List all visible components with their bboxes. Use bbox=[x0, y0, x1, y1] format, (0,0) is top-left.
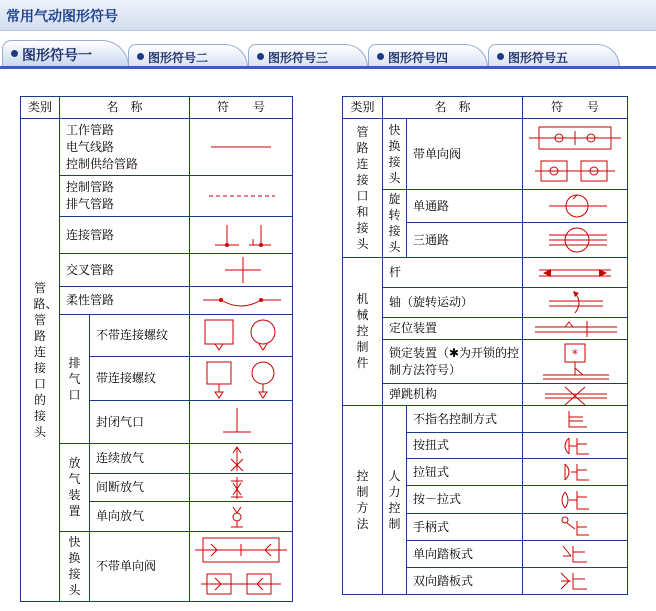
name-pedal-single: 单向踏板式 bbox=[407, 541, 523, 568]
category-control-method: 控制方法 bbox=[343, 406, 383, 595]
group-exhaust-port: 排气口 bbox=[60, 315, 90, 444]
tab-symbols-2[interactable]: 图形符号二 bbox=[128, 44, 248, 67]
push-pull-symbol bbox=[525, 487, 625, 513]
bullet-icon bbox=[257, 53, 264, 60]
name-push-pull: 按－拉式 bbox=[407, 486, 523, 514]
page-title: 常用气动图形符号 bbox=[6, 9, 118, 25]
name-lever: 手柄式 bbox=[407, 514, 523, 541]
rod-symbol bbox=[525, 260, 625, 286]
lock-device-symbol bbox=[525, 341, 625, 383]
general-manual-symbol bbox=[525, 407, 625, 431]
name-working-line: 工作管路 电气线路 控制供给管路 bbox=[60, 119, 190, 176]
symbol-push-button bbox=[523, 433, 628, 459]
rotary-one-way-symbol bbox=[525, 191, 625, 221]
tab-symbols-4[interactable]: 图形符号四 bbox=[368, 44, 488, 67]
symbol-crossing-lines bbox=[190, 254, 293, 287]
category-mechanical-control: 机械控制件 bbox=[343, 258, 383, 406]
symbol-detent bbox=[523, 318, 628, 340]
name-quick-no-check: 不带单向阀 bbox=[90, 532, 190, 602]
name-overcenter: 弹跳机构 bbox=[383, 384, 523, 406]
group-rotary-joint: 旋转接头 bbox=[383, 190, 407, 258]
bullet-icon bbox=[137, 53, 144, 60]
name-continuous-exhaust: 连续放气 bbox=[90, 444, 190, 474]
name-exhaust-thread: 带连接螺纹 bbox=[90, 357, 190, 401]
symbol-control-line bbox=[190, 176, 293, 217]
tab-symbols-1[interactable]: 图形符号一 bbox=[2, 40, 129, 67]
group-quick-coupling: 快换接头 bbox=[60, 532, 90, 602]
flexible-hose-symbol bbox=[191, 290, 291, 312]
symbol-exhaust-thread bbox=[190, 357, 293, 401]
header-symbol: 符 号 bbox=[523, 97, 628, 119]
symbol-intermittent-exhaust bbox=[190, 474, 293, 502]
symbol-lever bbox=[523, 514, 628, 541]
group-manual-control: 人力控制 bbox=[383, 406, 407, 595]
right-symbol-table bbox=[342, 96, 628, 595]
cross-symbol bbox=[191, 255, 291, 285]
symbol-closed-port bbox=[190, 401, 293, 444]
category-pipes: 管路、管路连接口的接头 bbox=[21, 119, 60, 602]
name-rotary-one: 单通路 bbox=[407, 190, 523, 223]
name-closed-port: 封闭气口 bbox=[90, 401, 190, 444]
bullet-icon bbox=[377, 53, 384, 60]
name-control-line: 控制管路 排气管路 bbox=[60, 176, 190, 217]
header-name: 名 称 bbox=[60, 97, 190, 119]
symbol-manual-general bbox=[523, 406, 628, 433]
rotating-shaft-symbol bbox=[525, 289, 625, 317]
symbol-lock bbox=[523, 340, 628, 384]
solid-line-symbol bbox=[191, 137, 291, 157]
symbol-flexible-line bbox=[190, 287, 293, 315]
junction-symbol bbox=[191, 219, 291, 251]
bullet-icon bbox=[497, 53, 504, 60]
left-symbol-table bbox=[20, 96, 293, 602]
bullet-icon bbox=[11, 50, 18, 57]
intermittent-exhaust-symbol bbox=[191, 475, 291, 501]
symbol-push-pull bbox=[523, 486, 628, 514]
symbol-one-way-exhaust bbox=[190, 502, 293, 532]
name-pull-button: 拉钮式 bbox=[407, 459, 523, 486]
symbol-overcenter bbox=[523, 384, 628, 406]
symbol-shaft bbox=[523, 288, 628, 318]
name-crossing-lines: 交叉管路 bbox=[60, 254, 190, 287]
continuous-exhaust-symbol bbox=[191, 445, 291, 473]
symbol-pedal-single bbox=[523, 541, 628, 568]
one-way-exhaust-symbol bbox=[191, 503, 291, 531]
symbol-rod bbox=[523, 258, 628, 288]
threaded-exhaust-symbol bbox=[191, 358, 291, 400]
tab-underline bbox=[0, 66, 656, 69]
name-manual-general: 不指名控制方式 bbox=[407, 406, 523, 433]
header-category: 类别 bbox=[343, 97, 383, 119]
rotary-three-way-symbol bbox=[525, 224, 625, 256]
double-pedal-symbol bbox=[525, 569, 625, 593]
lever-symbol bbox=[525, 515, 625, 539]
name-connected-lines: 连接管路 bbox=[60, 217, 190, 254]
dashed-line-symbol bbox=[191, 186, 291, 206]
category-pipe-connections: 管路连接口和接头 bbox=[343, 119, 383, 258]
quick-coupling-check-symbol bbox=[525, 121, 625, 187]
name-lock: 锁定装置（✱为开锁的控制方法符号） bbox=[383, 340, 523, 384]
name-rotary-three: 三通路 bbox=[407, 223, 523, 258]
symbol-continuous-exhaust bbox=[190, 444, 293, 474]
symbol-exhaust-no-thread bbox=[190, 315, 293, 357]
name-rod: 杆 bbox=[383, 258, 523, 288]
push-button-symbol bbox=[525, 434, 625, 458]
symbol-quick-no-check bbox=[190, 532, 293, 602]
name-flexible-line: 柔性管路 bbox=[60, 287, 190, 315]
group-quick-coupling: 快换接头 bbox=[383, 119, 407, 190]
header-category: 类别 bbox=[21, 97, 60, 119]
header-name: 名 称 bbox=[383, 97, 523, 119]
symbol-pedal-double bbox=[523, 568, 628, 595]
name-shaft: 轴（旋转运动） bbox=[383, 288, 523, 318]
title-bar bbox=[0, 0, 656, 31]
symbol-working-line bbox=[190, 119, 293, 176]
pull-button-symbol bbox=[525, 460, 625, 484]
name-push-button: 按扭式 bbox=[407, 433, 523, 459]
quick-coupling-symbol bbox=[191, 534, 291, 600]
symbol-rotary-one bbox=[523, 190, 628, 223]
name-intermittent-exhaust: 间断放气 bbox=[90, 474, 190, 502]
tab-symbols-3[interactable]: 图形符号三 bbox=[248, 44, 368, 67]
symbol-connected-lines bbox=[190, 217, 293, 254]
group-silencer: 放气装置 bbox=[60, 444, 90, 532]
name-exhaust-no-thread: 不带连接螺纹 bbox=[90, 315, 190, 357]
over-center-symbol bbox=[525, 385, 625, 405]
symbol-quick-with-check bbox=[523, 119, 628, 190]
symbol-pull-button bbox=[523, 459, 628, 486]
symbol-rotary-three bbox=[523, 223, 628, 258]
detent-symbol bbox=[525, 319, 625, 339]
tab-symbols-5[interactable]: 图形符号五 bbox=[488, 44, 620, 67]
header-symbol: 符 号 bbox=[190, 97, 293, 119]
tab-strip bbox=[0, 40, 656, 70]
closed-port-symbol bbox=[191, 402, 291, 442]
svg-text:*: * bbox=[572, 346, 579, 361]
name-quick-with-check: 带单向阀 bbox=[407, 119, 523, 190]
exhaust-port-symbol bbox=[191, 316, 291, 356]
name-one-way-exhaust: 单向放气 bbox=[90, 502, 190, 532]
name-pedal-double: 双向踏板式 bbox=[407, 568, 523, 595]
name-detent: 定位装置 bbox=[383, 318, 523, 340]
single-pedal-symbol bbox=[525, 542, 625, 566]
